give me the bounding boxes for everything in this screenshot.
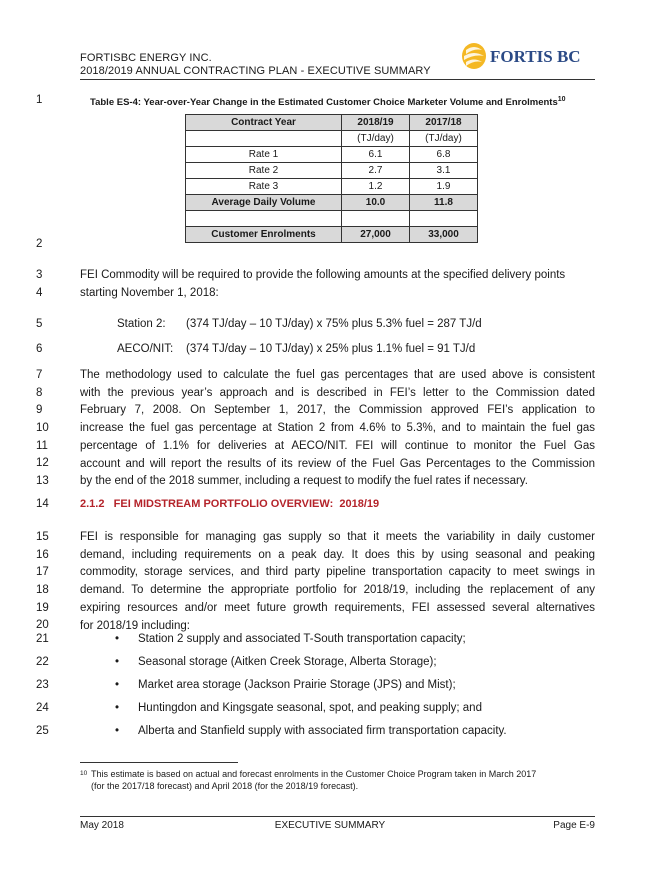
table-caption: Table ES-4: Year-over-Year Change in the Estimated Customer Choice Marketer Volume and Enrolments$^{10}$ xyxy=(90,96,566,109)
flame-icon xyxy=(462,43,486,69)
line-number-4: 4 xyxy=(36,287,43,299)
list-item: Station 2 supply and associated T-South transportation capacity; xyxy=(138,633,466,645)
table-row: Average Daily Volume 10.0 11.8 xyxy=(186,195,478,211)
footnote-separator xyxy=(80,762,238,763)
line-number-12: 12 xyxy=(36,457,49,469)
line-number-22: 22 xyxy=(36,656,49,668)
line-number-7: 7 xyxy=(36,369,43,381)
footer-date: May 2018 xyxy=(80,820,124,831)
table-row: Rate 2 2.7 3.1 xyxy=(186,163,478,179)
list-item: Huntingdon and Kingsgate seasonal, spot, and peaking supply; and xyxy=(138,702,482,714)
line-number-10: 10 xyxy=(36,422,49,434)
table-header-row xyxy=(186,115,478,131)
line-number-23: 23 xyxy=(36,679,49,691)
line-number-17: 17 xyxy=(36,566,49,578)
line-number-15: 15 xyxy=(36,531,49,543)
line-number-11: 11 xyxy=(36,440,48,452)
line-number-20: 20 xyxy=(36,619,49,631)
aeco-label: AECO/NIT: xyxy=(117,343,174,355)
station2-formula: (374 TJ/day – 10 TJ/day) x 75% plus 5.3% fuel = 287 TJ/d xyxy=(186,318,482,330)
col-2018-19: 2018/19 xyxy=(342,115,410,131)
line-number-9: 9 xyxy=(36,404,43,416)
table-row: Rate 1 6.1 6.8 xyxy=(186,147,478,163)
bullet-icon: • xyxy=(115,679,120,691)
line-number-5: 5 xyxy=(36,318,43,330)
line-number-6: 6 xyxy=(36,343,43,355)
line-number-21: 21 xyxy=(36,633,49,645)
paragraph-methodology: The methodology used to calculate the fuel gas percentages that are used above is consistent with the previous year’s approach and is described in FEI’s letter to the Commission dated February 7, 2008. On September 1, 2017, the Commission approved FEI’s application to increase the fuel gas percentage at Station 2 from 4.6% to 5.3%, and to maintain the fuel gas percentage of 1.1% for deliveries at AECO/NIT. FEI will continue to monitor the Fuel Gas account and will report the results of its review of the Fuel Gas Percentages to the Commission by the end of the 2018 summer, including a request to modify the fuel rates if necessary. xyxy=(80,369,595,488)
line-number-1: 1 xyxy=(36,94,43,106)
col-contract-year: Contract Year xyxy=(186,115,342,131)
line-number-13: 13 xyxy=(36,475,49,487)
footer-rule xyxy=(80,816,595,817)
line-number-8: 8 xyxy=(36,387,43,399)
table-row: Customer Enrolments 27,000 33,000 xyxy=(186,227,478,243)
line-number-3: 3 xyxy=(36,269,43,281)
bullet-icon: • xyxy=(115,725,120,737)
header-rule xyxy=(80,79,595,80)
company-name: FORTISBC ENERGY INC. xyxy=(80,52,212,64)
bullet-icon: • xyxy=(115,656,120,668)
line-number-2: 2 xyxy=(36,238,43,250)
list-item: Market area storage (Jackson Prairie Storage (JPS) and Mist); xyxy=(138,679,456,691)
table-row: (TJ/day) (TJ/day) xyxy=(186,131,478,147)
marketer-volume-table xyxy=(185,114,478,243)
list-item: Alberta and Stanfield supply with associated firm transportation capacity. xyxy=(138,725,507,737)
document-title: 2018/2019 ANNUAL CONTRACTING PLAN - EXECUTIVE SUMMARY xyxy=(80,65,431,77)
fortisbc-logo xyxy=(460,40,592,74)
footnote: 10 This estimate is based on actual and forecast enrolments in the Customer Choice Program taken in March 2017 (for the 2017/18 forecast) and April 2018 (for the 2018/19 forecast). xyxy=(80,769,537,791)
line-number-24: 24 xyxy=(36,702,49,714)
table-row: Rate 3 1.2 1.9 xyxy=(186,179,478,195)
logo-text: FORTIS BC xyxy=(490,47,581,66)
bullet-icon: • xyxy=(115,633,120,645)
table-row xyxy=(186,211,478,227)
section-heading: 2.1.2 FEI MIDSTREAM PORTFOLIO OVERVIEW: 2018/19 xyxy=(80,498,380,510)
line-number-18: 18 xyxy=(36,584,49,596)
paragraph-delivery-points: FEI Commodity will be required to provide the following amounts at the specified delivery points starting November 1, 2018: xyxy=(80,269,566,299)
col-2017-18: 2017/18 xyxy=(410,115,478,131)
list-item: Seasonal storage (Aitken Creek Storage, Alberta Storage); xyxy=(138,656,437,668)
paragraph-midstream: FEI is responsible for managing gas supply so that it meets the variability in daily customer demand, including requirements on a peak day. It does this by using seasonal and peaking commodity, storage services, and third party pipeline transportation capacity to meet swings in demand. To determine the appropriate portfolio for 2018/19, including the replacement of any expiring resources and/or meet future growth requirements, FEI assessed several alternatives for 2018/19 including: xyxy=(80,531,595,632)
aeco-formula: (374 TJ/day – 10 TJ/day) x 25% plus 1.1% fuel = 91 TJ/d xyxy=(186,343,476,355)
bullet-icon: • xyxy=(115,702,120,714)
line-number-16: 16 xyxy=(36,549,49,561)
footer-section: EXECUTIVE SUMMARY xyxy=(274,820,386,831)
line-number-14: 14 xyxy=(36,498,49,510)
line-number-19: 19 xyxy=(36,602,49,614)
page-number: Page E-9 xyxy=(553,820,595,831)
station2-label: Station 2: xyxy=(117,318,166,330)
line-number-25: 25 xyxy=(36,725,49,737)
